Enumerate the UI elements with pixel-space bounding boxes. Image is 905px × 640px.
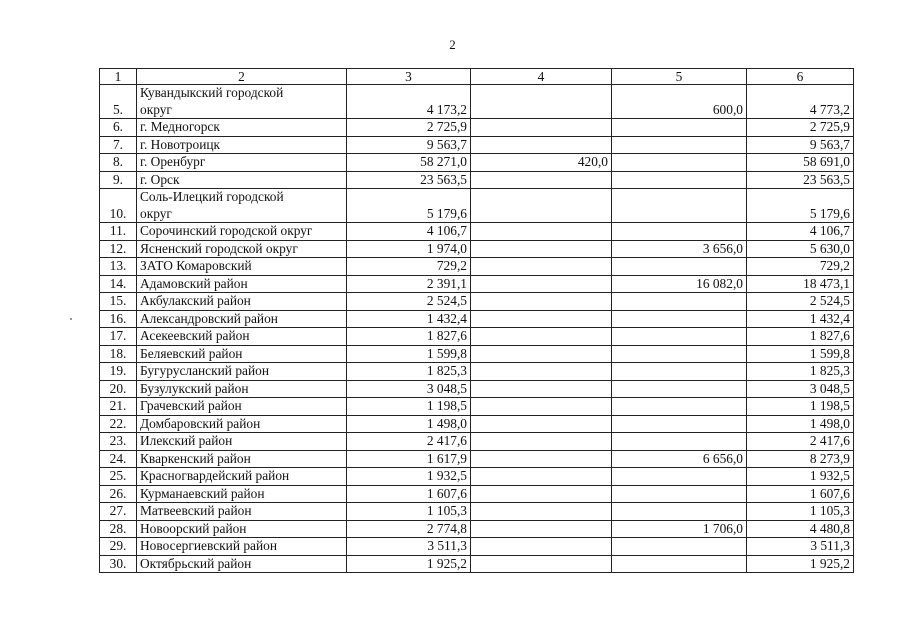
table-row — [100, 258, 854, 276]
column-5-value-cell: 3 656,0 — [612, 240, 747, 258]
row-number-cell: 18. — [100, 345, 137, 363]
column-3-value-cell: 1 105,3 — [347, 503, 471, 521]
column-4-value-cell — [471, 380, 612, 398]
table-row — [100, 433, 854, 451]
column-3-value-cell: 5 179,6 — [347, 189, 471, 223]
column-5-value-cell — [612, 380, 747, 398]
column-4-value-cell — [471, 363, 612, 381]
row-number-cell: 22. — [100, 415, 137, 433]
district-name-cell: Красногвардейский район — [137, 468, 347, 486]
column-3-value-cell: 2 725,9 — [347, 119, 471, 137]
column-6-total-cell: 23 563,5 — [747, 171, 854, 189]
column-6-total-cell: 1 498,0 — [747, 415, 854, 433]
column-6-total-cell: 4 480,8 — [747, 520, 854, 538]
column-6-total-cell: 1 432,4 — [747, 310, 854, 328]
column-5-value-cell: 6 656,0 — [612, 450, 747, 468]
column-3-value-cell: 1 974,0 — [347, 240, 471, 258]
district-name-cell: Кваркенский район — [137, 450, 347, 468]
row-number-cell: 11. — [100, 223, 137, 241]
row-number-cell: 21. — [100, 398, 137, 416]
column-4-value-cell — [471, 310, 612, 328]
column-5-value-cell — [612, 555, 747, 573]
column-5-value-cell: 1 706,0 — [612, 520, 747, 538]
column-5-value-cell — [612, 433, 747, 451]
column-3-value-cell: 23 563,5 — [347, 171, 471, 189]
row-number-cell: 16. — [100, 310, 137, 328]
district-name-cell: Александровский район — [137, 310, 347, 328]
column-6-total-cell: 4 773,2 — [747, 85, 854, 119]
column-4-value-cell — [471, 328, 612, 346]
column-5-value-cell: 16 082,0 — [612, 275, 747, 293]
district-name-cell: Новоорский район — [137, 520, 347, 538]
column-5-value-cell — [612, 310, 747, 328]
column-3-value-cell: 2 417,6 — [347, 433, 471, 451]
column-6-total-cell: 1 827,6 — [747, 328, 854, 346]
column-5-value-cell — [612, 485, 747, 503]
district-name-cell: Акбулакский район — [137, 293, 347, 311]
district-name-cell — [137, 85, 347, 119]
district-name-line: Соль-Илецкий городской — [140, 189, 284, 204]
column-5-value-cell — [612, 223, 747, 241]
column-6-total-cell: 8 273,9 — [747, 450, 854, 468]
column-4-value-cell — [471, 293, 612, 311]
row-number-cell: 10. — [100, 189, 137, 223]
column-4-value-cell — [471, 240, 612, 258]
column-4-value-cell — [471, 258, 612, 276]
column-4-value-cell — [471, 520, 612, 538]
column-5-value-cell — [612, 345, 747, 363]
column-4-value-cell — [471, 450, 612, 468]
column-3-value-cell: 1 198,5 — [347, 398, 471, 416]
column-5-value-cell — [612, 363, 747, 381]
column-4-value-cell — [471, 85, 612, 119]
district-name-cell: Адамовский район — [137, 275, 347, 293]
column-6-total-cell: 3 511,3 — [747, 538, 854, 556]
district-name-cell: Асекеевский район — [137, 328, 347, 346]
page-number: 2 — [449, 37, 456, 52]
column-4-value-cell — [471, 415, 612, 433]
table-row — [100, 538, 854, 556]
column-5-value-cell — [612, 503, 747, 521]
district-name-cell: Новосергиевский район — [137, 538, 347, 556]
table-row — [100, 345, 854, 363]
column-6-total-cell: 1 932,5 — [747, 468, 854, 486]
column-5-value-cell — [612, 328, 747, 346]
district-name-cell: Октябрьский район — [137, 555, 347, 573]
row-number-cell: 23. — [100, 433, 137, 451]
column-4-value-cell — [471, 485, 612, 503]
district-name-cell: Курманаевский район — [137, 485, 347, 503]
column-6-total-cell: 1 599,8 — [747, 345, 854, 363]
column-3-value-cell: 58 271,0 — [347, 154, 471, 172]
table-row — [100, 485, 854, 503]
row-number-cell: 15. — [100, 293, 137, 311]
table-row — [100, 310, 854, 328]
column-5-value-cell — [612, 398, 747, 416]
column-6-total-cell: 4 106,7 — [747, 223, 854, 241]
table-row — [100, 240, 854, 258]
column-4-value-cell — [471, 345, 612, 363]
row-number-cell: 9. — [100, 171, 137, 189]
column-4-value-cell — [471, 503, 612, 521]
table-row — [100, 450, 854, 468]
column-4-value-cell — [471, 555, 612, 573]
column-3-value-cell: 1 617,9 — [347, 450, 471, 468]
column-5-value-cell — [612, 119, 747, 137]
row-number-cell: 5. — [100, 85, 137, 119]
district-name-cell: ЗАТО Комаровский — [137, 258, 347, 276]
column-5-value-cell — [612, 136, 747, 154]
column-4-value-cell — [471, 223, 612, 241]
district-name-cell: Бузулукский район — [137, 380, 347, 398]
column-6-total-cell: 58 691,0 — [747, 154, 854, 172]
column-5-value-cell — [612, 415, 747, 433]
district-name-cell — [137, 189, 347, 223]
row-number-cell: 14. — [100, 275, 137, 293]
table-row — [100, 328, 854, 346]
district-name-cell: г. Орск — [137, 171, 347, 189]
column-3-value-cell: 1 827,6 — [347, 328, 471, 346]
table-row — [100, 223, 854, 241]
column-4-value-cell — [471, 119, 612, 137]
row-number-cell: 27. — [100, 503, 137, 521]
column-3-value-cell: 2 774,8 — [347, 520, 471, 538]
row-number-cell: 24. — [100, 450, 137, 468]
column-5-value-cell: 600,0 — [612, 85, 747, 119]
column-6-total-cell: 5 630,0 — [747, 240, 854, 258]
column-3-value-cell: 9 563,7 — [347, 136, 471, 154]
district-name-cell: Беляевский район — [137, 345, 347, 363]
table-row — [100, 520, 854, 538]
column-4-value-cell — [471, 171, 612, 189]
row-number-cell: 6. — [100, 119, 137, 137]
column-5-value-cell — [612, 258, 747, 276]
column-3-value-cell: 1 607,6 — [347, 485, 471, 503]
table-row — [100, 154, 854, 172]
table-row — [100, 363, 854, 381]
header-cell-6: 6 — [747, 69, 854, 85]
row-number-cell: 17. — [100, 328, 137, 346]
column-3-value-cell: 1 599,8 — [347, 345, 471, 363]
column-3-value-cell: 3 511,3 — [347, 538, 471, 556]
column-4-value-cell — [471, 468, 612, 486]
table-row — [100, 293, 854, 311]
column-6-total-cell: 3 048,5 — [747, 380, 854, 398]
row-number-cell: 7. — [100, 136, 137, 154]
column-3-value-cell: 1 925,2 — [347, 555, 471, 573]
row-number-cell: 13. — [100, 258, 137, 276]
column-3-value-cell: 4 173,2 — [347, 85, 471, 119]
column-4-value-cell — [471, 275, 612, 293]
column-3-value-cell: 2 391,1 — [347, 275, 471, 293]
header-cell-4: 4 — [471, 69, 612, 85]
row-number-cell: 30. — [100, 555, 137, 573]
column-6-total-cell: 5 179,6 — [747, 189, 854, 223]
table-body — [100, 69, 854, 573]
column-6-total-cell: 1 198,5 — [747, 398, 854, 416]
column-4-value-cell — [471, 136, 612, 154]
district-name-cell: Бугурусланский район — [137, 363, 347, 381]
district-name-cell: г. Оренбург — [137, 154, 347, 172]
row-number-cell: 29. — [100, 538, 137, 556]
table-row — [100, 136, 854, 154]
column-4-value-cell — [471, 398, 612, 416]
header-cell-2: 2 — [137, 69, 347, 85]
table-row — [100, 85, 854, 119]
column-3-value-cell: 1 498,0 — [347, 415, 471, 433]
column-4-value-cell: 420,0 — [471, 154, 612, 172]
table-row — [100, 189, 854, 223]
table-row — [100, 415, 854, 433]
table-row — [100, 275, 854, 293]
column-5-value-cell — [612, 468, 747, 486]
scan-speck — [70, 318, 72, 320]
table-row — [100, 468, 854, 486]
column-4-value-cell — [471, 433, 612, 451]
column-6-total-cell: 2 725,9 — [747, 119, 854, 137]
column-6-total-cell: 1 825,3 — [747, 363, 854, 381]
row-number-cell: 28. — [100, 520, 137, 538]
table-row — [100, 380, 854, 398]
budget-table — [99, 68, 854, 573]
district-name-cell: Матвеевский район — [137, 503, 347, 521]
row-number-cell: 25. — [100, 468, 137, 486]
column-6-total-cell: 9 563,7 — [747, 136, 854, 154]
column-6-total-cell: 1 925,2 — [747, 555, 854, 573]
header-cell-3: 3 — [347, 69, 471, 85]
district-name-line: округ — [140, 205, 172, 221]
district-name-cell: Грачевский район — [137, 398, 347, 416]
column-4-value-cell — [471, 538, 612, 556]
row-number-cell: 26. — [100, 485, 137, 503]
column-6-total-cell: 2 524,5 — [747, 293, 854, 311]
column-6-total-cell: 729,2 — [747, 258, 854, 276]
header-cell-5: 5 — [612, 69, 747, 85]
column-6-total-cell: 2 417,6 — [747, 433, 854, 451]
column-5-value-cell — [612, 293, 747, 311]
column-3-value-cell: 1 932,5 — [347, 468, 471, 486]
column-3-value-cell: 2 524,5 — [347, 293, 471, 311]
column-5-value-cell — [612, 189, 747, 223]
district-name-cell: Ясненский городской округ — [137, 240, 347, 258]
column-4-value-cell — [471, 189, 612, 223]
district-name-cell: г. Медногорск — [137, 119, 347, 137]
row-number-cell: 8. — [100, 154, 137, 172]
column-3-value-cell: 1 432,4 — [347, 310, 471, 328]
column-6-total-cell: 18 473,1 — [747, 275, 854, 293]
column-6-total-cell: 1 607,6 — [747, 485, 854, 503]
district-name-line: округ — [140, 101, 172, 117]
district-name-cell: Сорочинский городской округ — [137, 223, 347, 241]
table-row — [100, 398, 854, 416]
column-5-value-cell — [612, 154, 747, 172]
row-number-cell: 12. — [100, 240, 137, 258]
column-3-value-cell: 1 825,3 — [347, 363, 471, 381]
table-row — [100, 555, 854, 573]
district-name-cell: Илекский район — [137, 433, 347, 451]
table-header-row — [100, 69, 854, 85]
district-name-cell: Домбаровский район — [137, 415, 347, 433]
column-3-value-cell: 4 106,7 — [347, 223, 471, 241]
district-name-line: Кувандыкский городской — [140, 85, 284, 100]
row-number-cell: 20. — [100, 380, 137, 398]
column-3-value-cell: 3 048,5 — [347, 380, 471, 398]
column-3-value-cell: 729,2 — [347, 258, 471, 276]
column-5-value-cell — [612, 171, 747, 189]
table-row — [100, 119, 854, 137]
column-6-total-cell: 1 105,3 — [747, 503, 854, 521]
column-5-value-cell — [612, 538, 747, 556]
header-cell-1: 1 — [100, 69, 137, 85]
table-row — [100, 503, 854, 521]
table-row — [100, 171, 854, 189]
row-number-cell: 19. — [100, 363, 137, 381]
district-name-cell: г. Новотроицк — [137, 136, 347, 154]
